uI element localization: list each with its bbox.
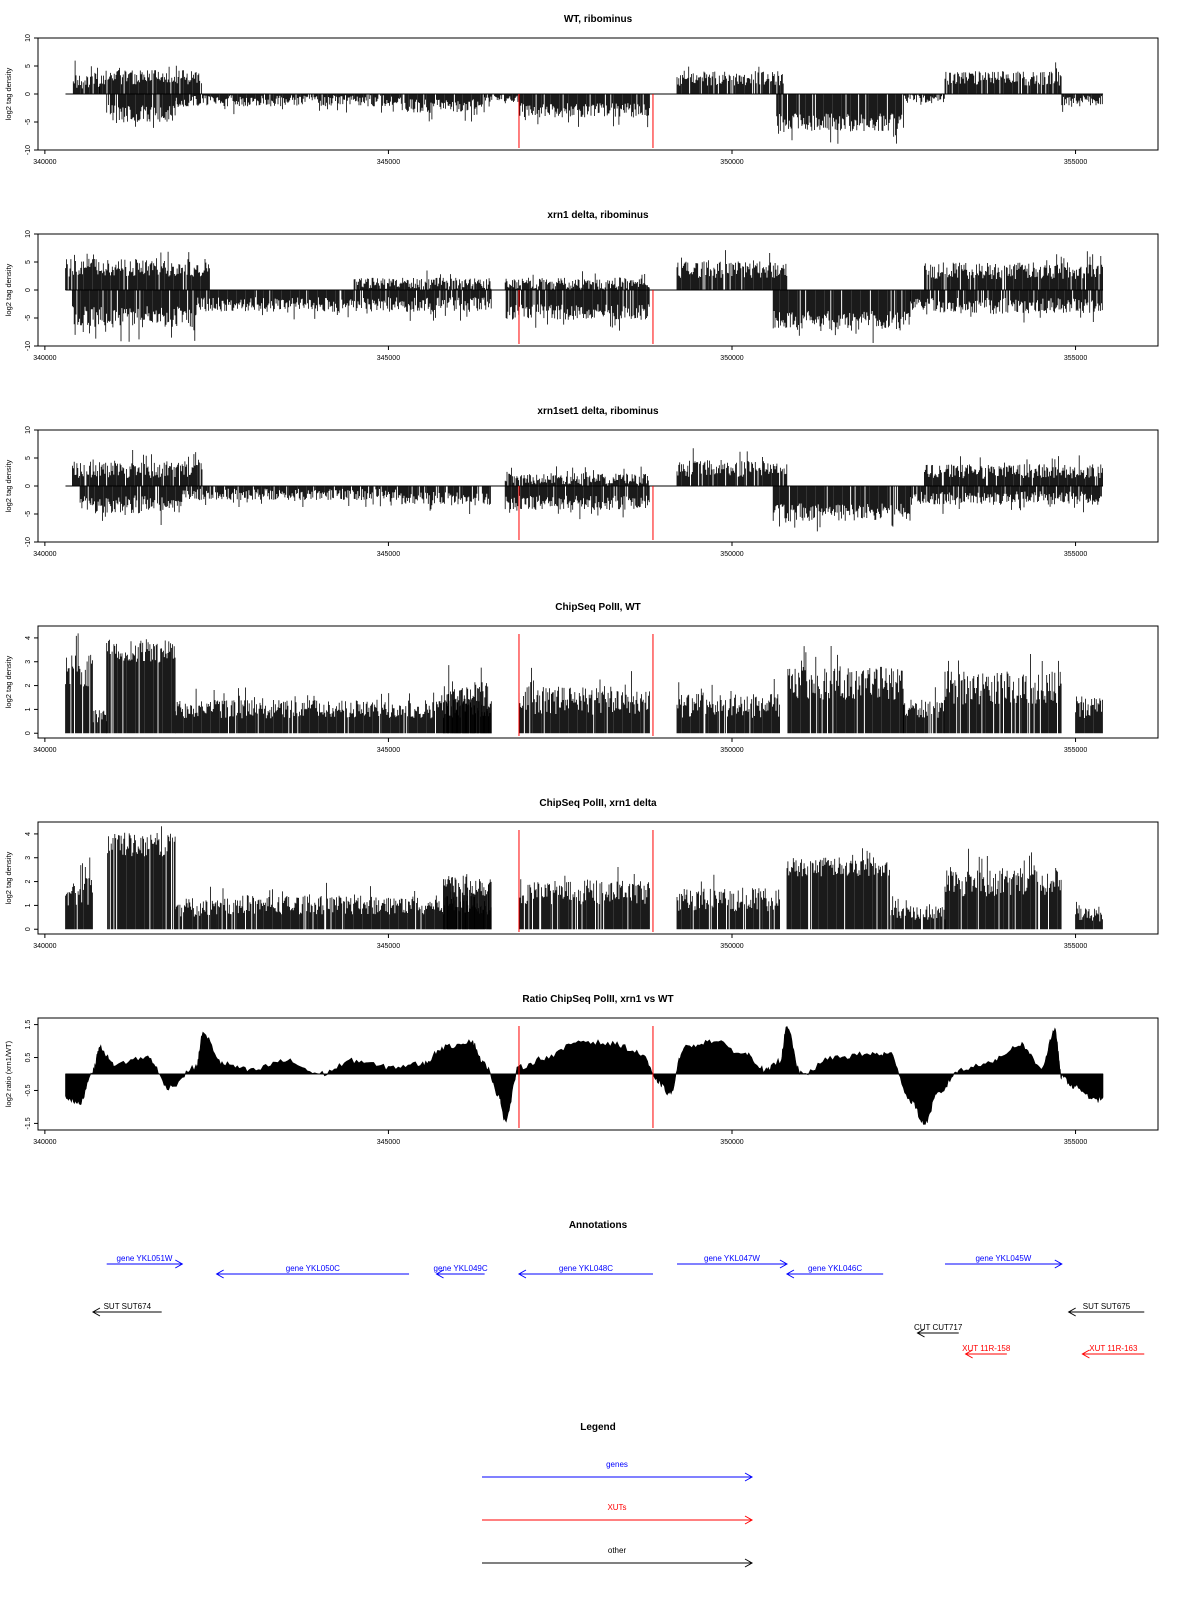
feature-arrow xyxy=(93,1302,162,1316)
x-tick-label: 340000 xyxy=(33,355,57,362)
panel-title: xrn1set1 delta, ribominus xyxy=(537,406,659,417)
signal-bars xyxy=(677,67,783,94)
signal-bars xyxy=(677,250,787,290)
signal-bars xyxy=(505,486,649,519)
panel-3 xyxy=(4,406,1158,558)
feature-arrow xyxy=(217,1264,409,1278)
y-tick-label: 1.5 xyxy=(25,1019,32,1030)
x-tick-label: 350000 xyxy=(720,1139,744,1146)
x-tick-label: 345000 xyxy=(376,1139,401,1146)
signal-bars xyxy=(66,252,210,290)
x-tick-label: 345000 xyxy=(376,355,401,362)
signal-bars xyxy=(519,668,650,733)
panel-4 xyxy=(4,602,1158,754)
signal-bars xyxy=(505,271,649,290)
feature-label: CUT CUT717 xyxy=(913,1323,963,1332)
signal-bars xyxy=(945,62,1061,94)
data-marks xyxy=(65,61,1103,144)
y-tick-label: 0 xyxy=(25,731,32,736)
data-marks xyxy=(66,826,1103,929)
x-tick-label: 355000 xyxy=(1063,747,1088,754)
feature-label: gene YKL049C xyxy=(433,1264,488,1273)
x-tick-label: 355000 xyxy=(1063,943,1088,950)
y-axis-label: log2 tag density xyxy=(4,851,13,905)
feature-label: XUT 11R-163 xyxy=(1089,1344,1138,1353)
signal-bars xyxy=(72,450,202,486)
signal-bars xyxy=(1062,94,1103,112)
x-tick-label: 355000 xyxy=(1063,551,1088,558)
feature-label: SUT SUT674 xyxy=(103,1302,152,1311)
y-axis-label: log2 tag density xyxy=(4,263,13,317)
legend-label: XUTs xyxy=(607,1503,627,1512)
signal-bars xyxy=(890,896,945,929)
y-tick-label: 1 xyxy=(25,903,32,908)
panel-title: ChipSeq PolII, WT xyxy=(555,602,641,613)
panel-title: Ratio ChipSeq PolII, xrn1 vs WT xyxy=(522,994,674,1005)
signal-bars xyxy=(107,94,175,128)
feature-arrow xyxy=(1069,1302,1145,1316)
signal-bars xyxy=(777,94,904,144)
signal-bars xyxy=(93,710,107,733)
signal-bars xyxy=(519,94,650,127)
y-axis-label: log2 tag density xyxy=(4,459,13,513)
y-tick-label: 1 xyxy=(25,707,32,712)
feature-label: gene YKL045W xyxy=(975,1254,1032,1263)
legend-label: genes xyxy=(606,1460,628,1469)
feature-arrow xyxy=(519,1264,653,1278)
y-axis-label: log2 ratio (xrn1/WT) xyxy=(4,1040,13,1108)
annotations-panel xyxy=(93,1220,1144,1358)
x-tick-label: 350000 xyxy=(720,355,744,362)
data-marks xyxy=(65,1026,1103,1124)
signal-bars xyxy=(924,251,1102,290)
signal-bars xyxy=(911,290,1103,323)
y-axis-label: log2 tag density xyxy=(4,67,13,121)
feature-label: gene YKL051W xyxy=(116,1254,173,1263)
feature-arrow xyxy=(1082,1344,1144,1358)
y-tick-label: 0 xyxy=(25,484,32,488)
panel-title: xrn1 delta, ribominus xyxy=(547,210,649,221)
y-tick-label: 5 xyxy=(25,456,32,460)
signal-bars xyxy=(175,887,216,929)
x-tick-label: 345000 xyxy=(376,747,401,754)
x-tick-label: 355000 xyxy=(1063,355,1088,362)
signal-bars xyxy=(904,94,945,105)
y-tick-label: 0.5 xyxy=(25,1052,32,1063)
y-tick-label: 5 xyxy=(25,64,32,68)
x-tick-label: 340000 xyxy=(33,159,57,166)
y-tick-label: 3 xyxy=(25,855,32,860)
signal-bars xyxy=(1076,697,1103,734)
y-tick-label: 4 xyxy=(25,831,32,836)
signal-bars xyxy=(182,486,402,507)
feature-arrow xyxy=(434,1264,488,1278)
signal-bars xyxy=(787,848,890,929)
signal-bars xyxy=(924,455,1102,486)
y-tick-label: 10 xyxy=(25,426,32,434)
signal-bars xyxy=(677,875,780,929)
y-axis-label: log2 tag density xyxy=(4,655,13,709)
signal-bars xyxy=(788,646,903,733)
signal-bars xyxy=(73,61,99,94)
panel-5 xyxy=(4,798,1158,950)
signal-bars xyxy=(354,271,491,291)
signal-bars xyxy=(945,654,1061,733)
feature-arrow xyxy=(945,1254,1062,1268)
panel-title: ChipSeq PolII, xrn1 delta xyxy=(539,798,657,809)
x-tick-label: 345000 xyxy=(376,943,401,950)
y-tick-label: 2 xyxy=(25,879,32,884)
x-tick-label: 355000 xyxy=(1063,1139,1088,1146)
feature-label: gene YKL047W xyxy=(704,1254,760,1263)
signal-bars xyxy=(1076,902,1103,929)
feature-arrow xyxy=(107,1254,183,1268)
signal-bars xyxy=(72,290,195,342)
y-tick-label: 0 xyxy=(25,288,32,292)
y-tick-label: -0.5 xyxy=(25,1084,32,1097)
y-tick-label: -5 xyxy=(25,314,32,322)
x-tick-label: 350000 xyxy=(720,551,744,558)
data-marks xyxy=(65,250,1103,343)
x-tick-label: 355000 xyxy=(1063,159,1088,166)
feature-label: gene YKL046C xyxy=(807,1264,863,1273)
panel-2 xyxy=(4,210,1158,362)
x-tick-label: 350000 xyxy=(720,159,744,166)
feature-label: XUT 11R-158 xyxy=(962,1344,1011,1353)
signal-bars xyxy=(773,290,910,343)
feature-arrow xyxy=(787,1264,883,1278)
y-tick-label: 0 xyxy=(25,927,32,932)
signal-bars xyxy=(66,633,93,733)
signal-bars xyxy=(773,486,910,531)
y-tick-label: -10 xyxy=(25,536,32,548)
signal-bars xyxy=(66,858,93,930)
legend-panel xyxy=(482,1422,752,1567)
signal-bars xyxy=(677,448,787,486)
x-tick-label: 345000 xyxy=(376,159,401,166)
data-marks xyxy=(66,633,1103,733)
legend-item xyxy=(482,1460,752,1481)
signal-bars xyxy=(80,486,182,525)
feature-arrow xyxy=(677,1254,787,1268)
feature-arrow xyxy=(962,1344,1011,1358)
feature-label: gene YKL050C xyxy=(285,1264,340,1273)
x-tick-label: 340000 xyxy=(33,1139,57,1146)
panel-title: WT, ribominus xyxy=(563,14,633,25)
x-tick-label: 345000 xyxy=(376,551,401,558)
y-tick-label: -10 xyxy=(25,144,32,156)
signal-bars xyxy=(506,290,649,331)
y-tick-label: 4 xyxy=(25,635,32,640)
y-tick-label: 10 xyxy=(25,34,32,42)
signal-bars xyxy=(100,66,202,94)
y-tick-label: -5 xyxy=(25,118,32,126)
panel-6 xyxy=(4,994,1158,1146)
legend-title: Legend xyxy=(580,1422,616,1433)
signal-bars xyxy=(945,849,1061,929)
signal-bars xyxy=(402,486,490,514)
signal-bars xyxy=(677,679,780,733)
x-tick-label: 350000 xyxy=(720,747,744,754)
signal-bars xyxy=(904,687,945,733)
feature-label: SUT SUT675 xyxy=(1082,1302,1131,1311)
x-tick-label: 340000 xyxy=(33,747,57,754)
ratio-area xyxy=(66,1026,1104,1124)
panel-1 xyxy=(4,14,1158,166)
signal-bars xyxy=(485,94,519,107)
signal-bars xyxy=(196,290,491,321)
annotations-title: Annotations xyxy=(568,1220,628,1231)
legend-item xyxy=(482,1546,752,1567)
y-tick-label: 3 xyxy=(25,659,32,664)
y-tick-label: -10 xyxy=(25,340,32,352)
x-tick-label: 340000 xyxy=(33,943,57,950)
signal-bars xyxy=(108,826,176,929)
legend-item xyxy=(482,1503,752,1524)
signal-bars xyxy=(107,639,175,733)
data-marks xyxy=(65,448,1103,531)
signal-bars xyxy=(175,94,401,114)
y-tick-label: -5 xyxy=(25,510,32,518)
feature-arrow xyxy=(914,1323,963,1337)
signal-bars xyxy=(505,466,648,486)
signal-bars xyxy=(519,867,650,929)
y-tick-label: 5 xyxy=(25,260,32,264)
y-tick-label: -1.5 xyxy=(25,1117,32,1130)
y-tick-label: 2 xyxy=(25,683,32,688)
y-tick-label: 10 xyxy=(25,230,32,238)
y-tick-label: 0 xyxy=(25,92,32,96)
x-tick-label: 340000 xyxy=(33,551,57,558)
signal-bars xyxy=(402,94,484,122)
legend-label: other xyxy=(607,1546,627,1555)
x-tick-label: 350000 xyxy=(720,943,744,950)
feature-label: gene YKL048C xyxy=(558,1264,614,1273)
signal-bars xyxy=(911,486,1102,514)
